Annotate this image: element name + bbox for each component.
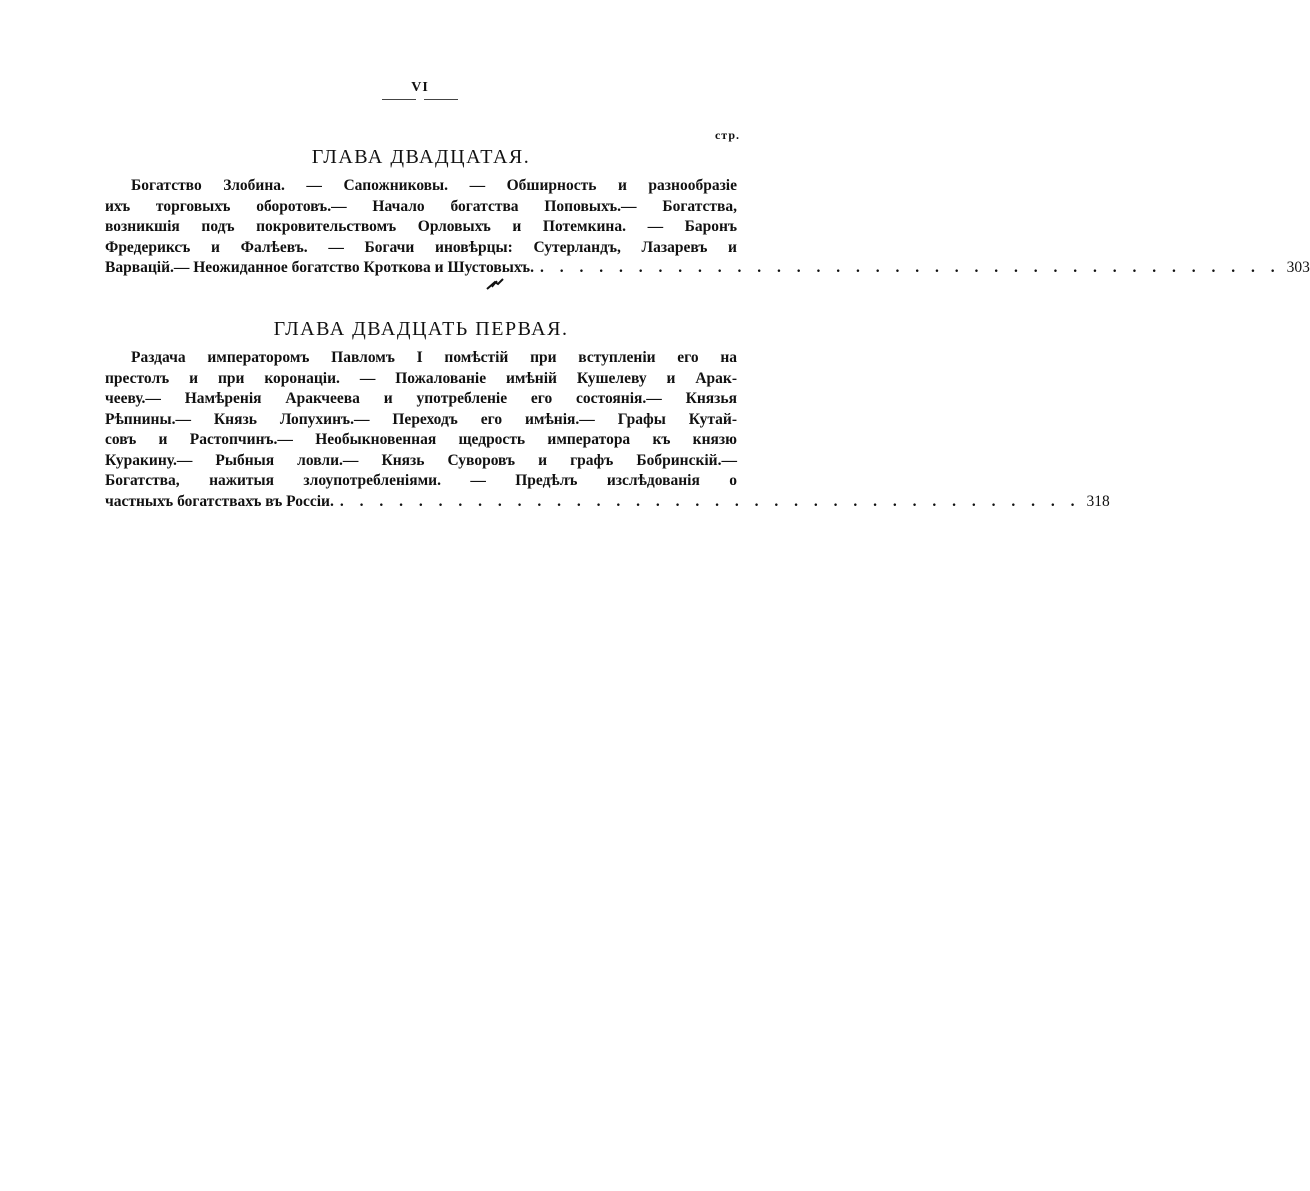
summary-line: чееву.— Намѣренія Аракчеева и употребленіе его состоянія.— Князья [105, 390, 737, 407]
leader-dots: . . . . . . . . . . . . . . . . . . . . . . . . . . . . . . . . . . . . . . [339, 492, 1081, 510]
summary-line: Раздача императоромъ Павломъ I помѣстій при вступленіи его на [131, 349, 737, 366]
page-number: VI [411, 80, 429, 95]
summary-last-line [105, 258, 1310, 279]
chapter-twenty [105, 144, 1310, 279]
chapter-summary [105, 176, 1310, 279]
summary-line: Варвацій.— Неожиданное богатство Кроткова и Шустовыхъ. [105, 259, 534, 276]
page-reference: 318 [1086, 492, 1110, 510]
summary-line: совъ и Растопчинъ.— Необыкновенная щедрость императора къ князю [105, 431, 737, 448]
summary-line: ихъ торговыхъ оборотовъ.— Начало богатства Поповыхъ.— Богатства, [105, 197, 737, 215]
page-number-rule-right [424, 99, 458, 100]
chapter-summary [105, 348, 1110, 512]
chapter-twenty-one [105, 316, 1110, 512]
chapter-title: ГЛАВА ДВАДЦАТЬ ПЕРВАЯ. [273, 318, 569, 340]
summary-line: Куракину.— Рыбныя ловли.— Князь Суворовъ и графъ Бобринскій.— [105, 451, 737, 469]
summary-line: Богатство Злобина. — Сапожниковы. — Обширность и разнообразіе [131, 177, 737, 194]
summary-line: частныхъ богатствахъ въ Россіи. [105, 492, 334, 510]
summary-line: Рѣпнины.— Князь Лопухинъ.— Переходъ его имѣнія.— Графы Кутай- [105, 410, 737, 428]
pages-column-label: стр. [714, 128, 740, 142]
summary-last-line [105, 492, 1110, 513]
page-reference: 303 [1286, 259, 1310, 276]
ornament-mark-icon [486, 278, 504, 290]
chapter-title: ГЛАВА ДВАДЦАТАЯ. [311, 146, 531, 168]
summary-line: престолъ и при коронаціи. — Пожалованіе имѣній Кушелеву и Арак- [105, 369, 737, 387]
summary-line: возникшія подъ покровительствомъ Орловыхъ и Потемкина. — Баронъ [105, 218, 737, 235]
summary-line: Богатства, нажитыя злоупотребленіями. — Предѣлъ изслѣдованія о [105, 472, 737, 489]
page-number-rule-left [382, 99, 416, 100]
leader-dots: . . . . . . . . . . . . . . . . . . . . . . . . . . . . . . . . . . . . . . [539, 259, 1281, 276]
summary-line: Фредериксъ и Фалѣевъ. — Богачи иновѣрцы: Сутерландъ, Лазаревъ и [105, 238, 737, 256]
